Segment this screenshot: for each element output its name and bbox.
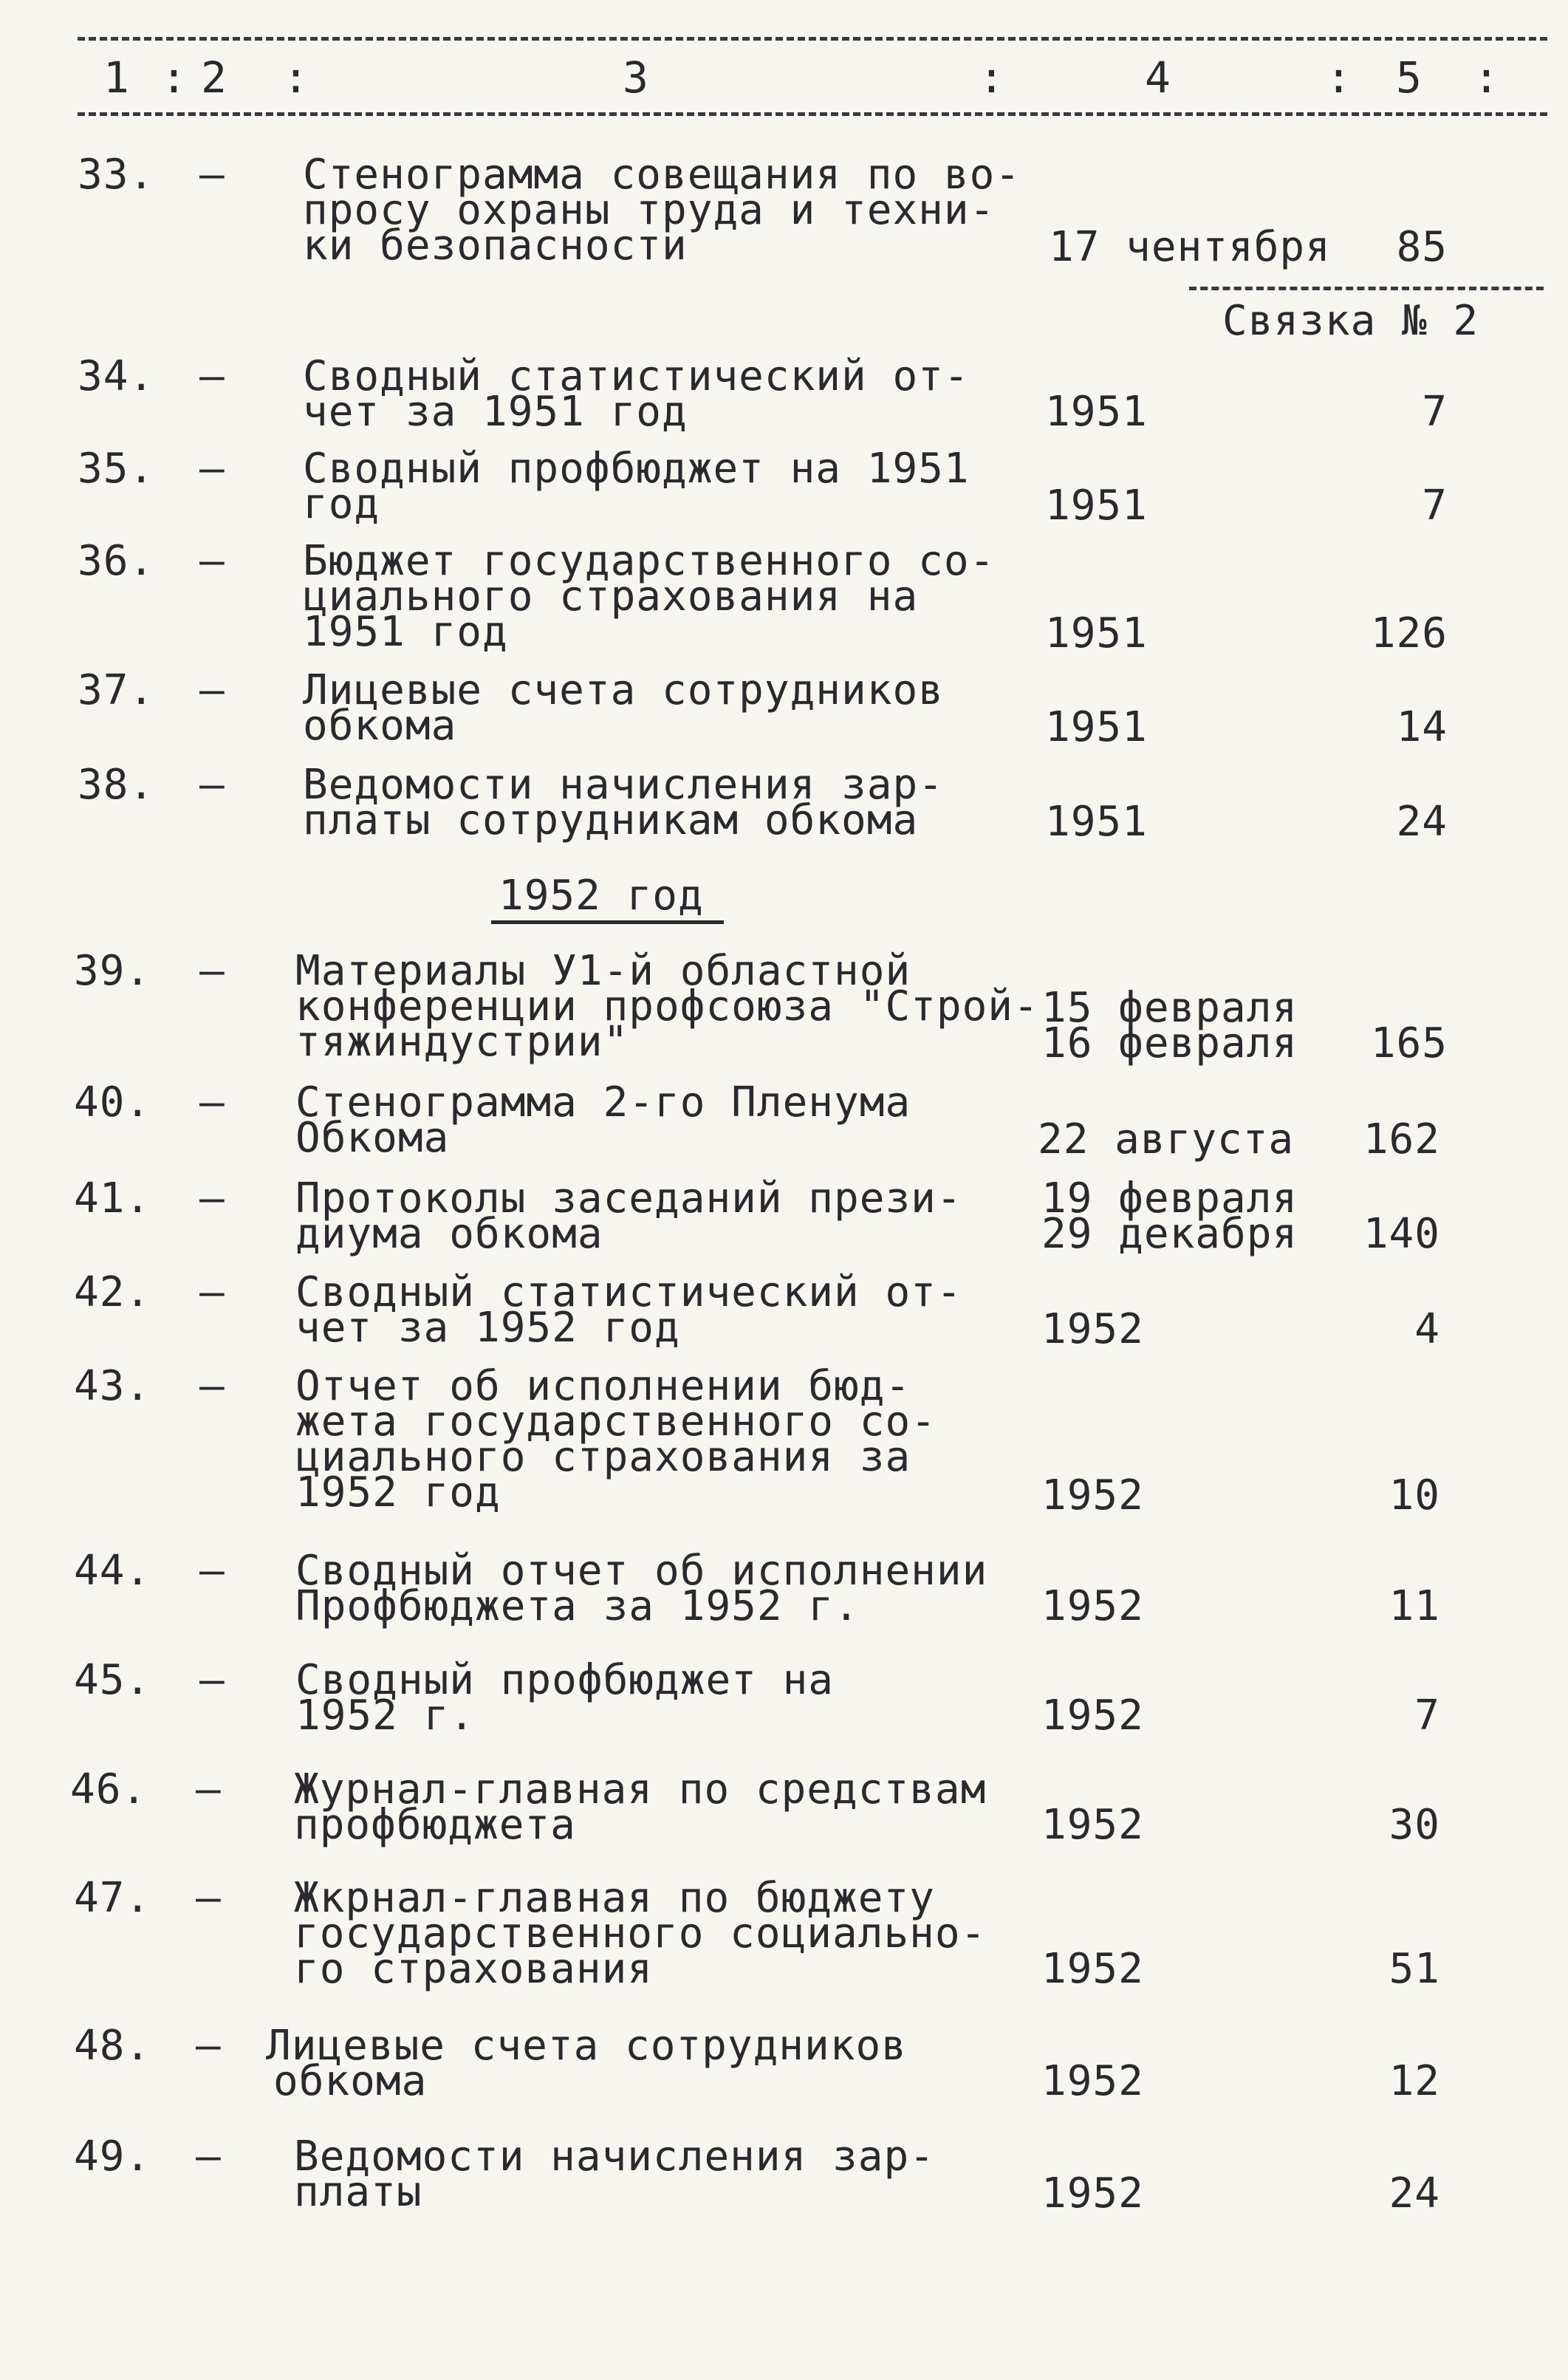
item-title-line: чет за 1952 год [295,1304,680,1352]
bundle-label: Связка № 2 [1222,297,1479,345]
item-title-line: 1951 год [303,608,508,656]
item-dash: – [196,2133,222,2181]
header-sep-4: : [1326,52,1352,103]
item-dash: – [199,352,225,400]
item-dash: – [196,1765,222,1813]
item-title-line: Сводный профбюджет на [295,1656,835,1704]
item-number: 49. [74,2133,151,2181]
item-number: 39. [74,947,151,995]
bundle-rule [1189,287,1544,290]
item-dash: – [199,1174,225,1223]
item-dash: – [199,537,225,585]
item-date: 15 февраля [1041,984,1298,1032]
item-title-line: циального страхования за [295,1433,911,1481]
item-number: 44. [74,1547,151,1595]
header-col-3: 3 [623,52,649,103]
item-number: 46. [70,1765,148,1813]
item-number: 42. [74,1268,151,1316]
item-number: 41. [74,1174,151,1223]
item-pages: 165 [1370,1019,1448,1067]
item-dash: – [199,151,225,199]
year-heading: 1952 год [499,872,704,920]
item-title-line: Сводный статистический от- [295,1268,962,1316]
item-number: 47. [74,1874,151,1922]
item-date: 1952 [1041,1945,1144,1993]
item-title-line: Журнал-главная по средствам [294,1765,987,1813]
item-number: 33. [78,151,155,199]
item-title-line: диума обкома [295,1210,603,1258]
item-title-line: Жкрнал-главная по бюджету [294,1874,935,1922]
header-col-2: 2 [201,52,227,103]
item-title-line: Сводный отчет об исполнении [295,1547,988,1595]
item-pages: 4 [1414,1305,1440,1353]
item-date: 1952 [1041,1692,1144,1740]
item-dash: – [199,1268,225,1316]
item-number: 43. [74,1362,151,1410]
header-sep-5: : [1473,52,1500,103]
item-title-line: обкома [303,702,457,750]
header-col-1: 1 [103,52,130,103]
item-number: 40. [74,1078,151,1126]
item-date: 1951 [1045,482,1148,530]
item-date: 1951 [1045,798,1148,846]
item-date: 1951 [1045,609,1148,657]
header-sep-3: : [979,52,1005,103]
item-dash: – [196,1874,222,1922]
item-title-line: Бюджет государственного со- [303,537,996,585]
item-number: 45. [74,1656,151,1704]
item-pages: 10 [1389,1471,1440,1519]
item-dash: – [199,761,225,809]
item-number: 38. [78,761,155,809]
item-pages: 7 [1414,1692,1440,1740]
item-date: 1952 [1041,1582,1144,1630]
item-dash: – [199,1362,225,1410]
item-number: 48. [74,2022,151,2070]
item-date: 1951 [1045,388,1148,436]
item-title-line: Ведомости начисления зар- [303,761,944,809]
item-title-line: Стенограмма совещания по во- [303,151,1021,199]
item-pages: 162 [1363,1115,1440,1163]
item-pages: 11 [1389,1582,1440,1630]
item-dash: – [199,1078,225,1126]
item-pages: 7 [1422,482,1448,530]
item-title-line: чет за 1951 год [303,388,688,436]
item-dash: – [199,1547,225,1595]
item-date: 1952 [1041,2057,1144,2105]
item-dash: – [196,2022,222,2070]
header-sep-1: : [161,52,188,103]
item-title-line: Ведомости начисления зар- [294,2133,935,2181]
item-title-line: тяжиндустрии" [295,1018,629,1066]
header-top-rule [78,37,1547,41]
item-number: 34. [78,352,155,400]
item-title-line: год [303,480,380,528]
item-pages: 85 [1396,223,1448,271]
item-date: 1952 [1041,1305,1144,1353]
item-title-line: Профбюджета за 1952 г. [295,1582,860,1630]
item-title-line: Сводный статистический от- [303,352,970,400]
item-date: 1952 [1041,1471,1144,1519]
item-pages: 12 [1389,2057,1440,2105]
item-number: 35. [78,445,155,493]
item-date: 1952 [1041,1801,1144,1849]
item-title-line: просу охраны труда и техни- [303,186,996,234]
item-title-line: Протоколы заседаний прези- [295,1174,962,1223]
item-date: 16 февраля [1041,1019,1298,1067]
item-title-line: платы [294,2168,422,2216]
header-col-5: 5 [1396,52,1423,103]
item-title-line: циального страхования на [303,572,919,620]
item-title-line: Лицевые счета сотрудников [266,2022,907,2070]
item-date: 22 августа [1038,1115,1295,1163]
item-title-line: Обкома [295,1114,450,1162]
item-pages: 7 [1422,388,1448,436]
header-col-4: 4 [1145,52,1171,103]
item-pages: 140 [1363,1210,1440,1258]
item-pages: 14 [1396,703,1448,751]
item-number: 36. [78,537,155,585]
item-date: 29 декабря [1041,1210,1298,1258]
item-date: 19 февраля [1041,1174,1298,1223]
item-title-line: платы сотрудникам обкома [303,796,919,844]
item-dash: – [199,666,225,714]
item-dash: – [199,947,225,995]
item-date: 1952 [1041,2169,1144,2217]
item-title-line: Стенограмма 2-го Пленума [295,1078,911,1126]
header-sep-2: : [283,52,309,103]
item-title-line: жета государственного со- [295,1398,937,1446]
item-pages: 51 [1389,1945,1440,1993]
item-date: 1951 [1045,703,1148,751]
item-title-line: Лицевые счета сотрудников [303,666,944,714]
item-dash: – [199,445,225,493]
item-pages: 24 [1389,2169,1440,2217]
item-dash: – [199,1656,225,1704]
header-bottom-rule [78,112,1547,116]
item-title-line: Отчет об исполнении бюд- [295,1362,911,1410]
item-title-line: Сводный профбюджет на 1951 [303,445,970,493]
item-title-line: ки безопасности [303,222,688,270]
item-title-line: 1952 год [295,1468,501,1516]
item-title-line: профбюджета [294,1801,576,1849]
item-title-line: конференции профсоюза "Строй- [295,982,1039,1030]
item-pages: 30 [1389,1801,1440,1849]
item-title-line: государственного социально- [294,1909,987,1957]
item-title-line: Материалы У1-й областной [295,947,911,995]
item-title-line: 1952 г. [295,1692,476,1740]
item-title-line: го страхования [294,1945,654,1993]
item-pages: 24 [1396,798,1448,846]
item-pages: 126 [1370,609,1448,657]
item-title-line: обкома [273,2057,428,2105]
year-heading-underline [491,920,724,924]
item-number: 37. [78,666,155,714]
item-date: 17 чентября [1049,223,1331,271]
